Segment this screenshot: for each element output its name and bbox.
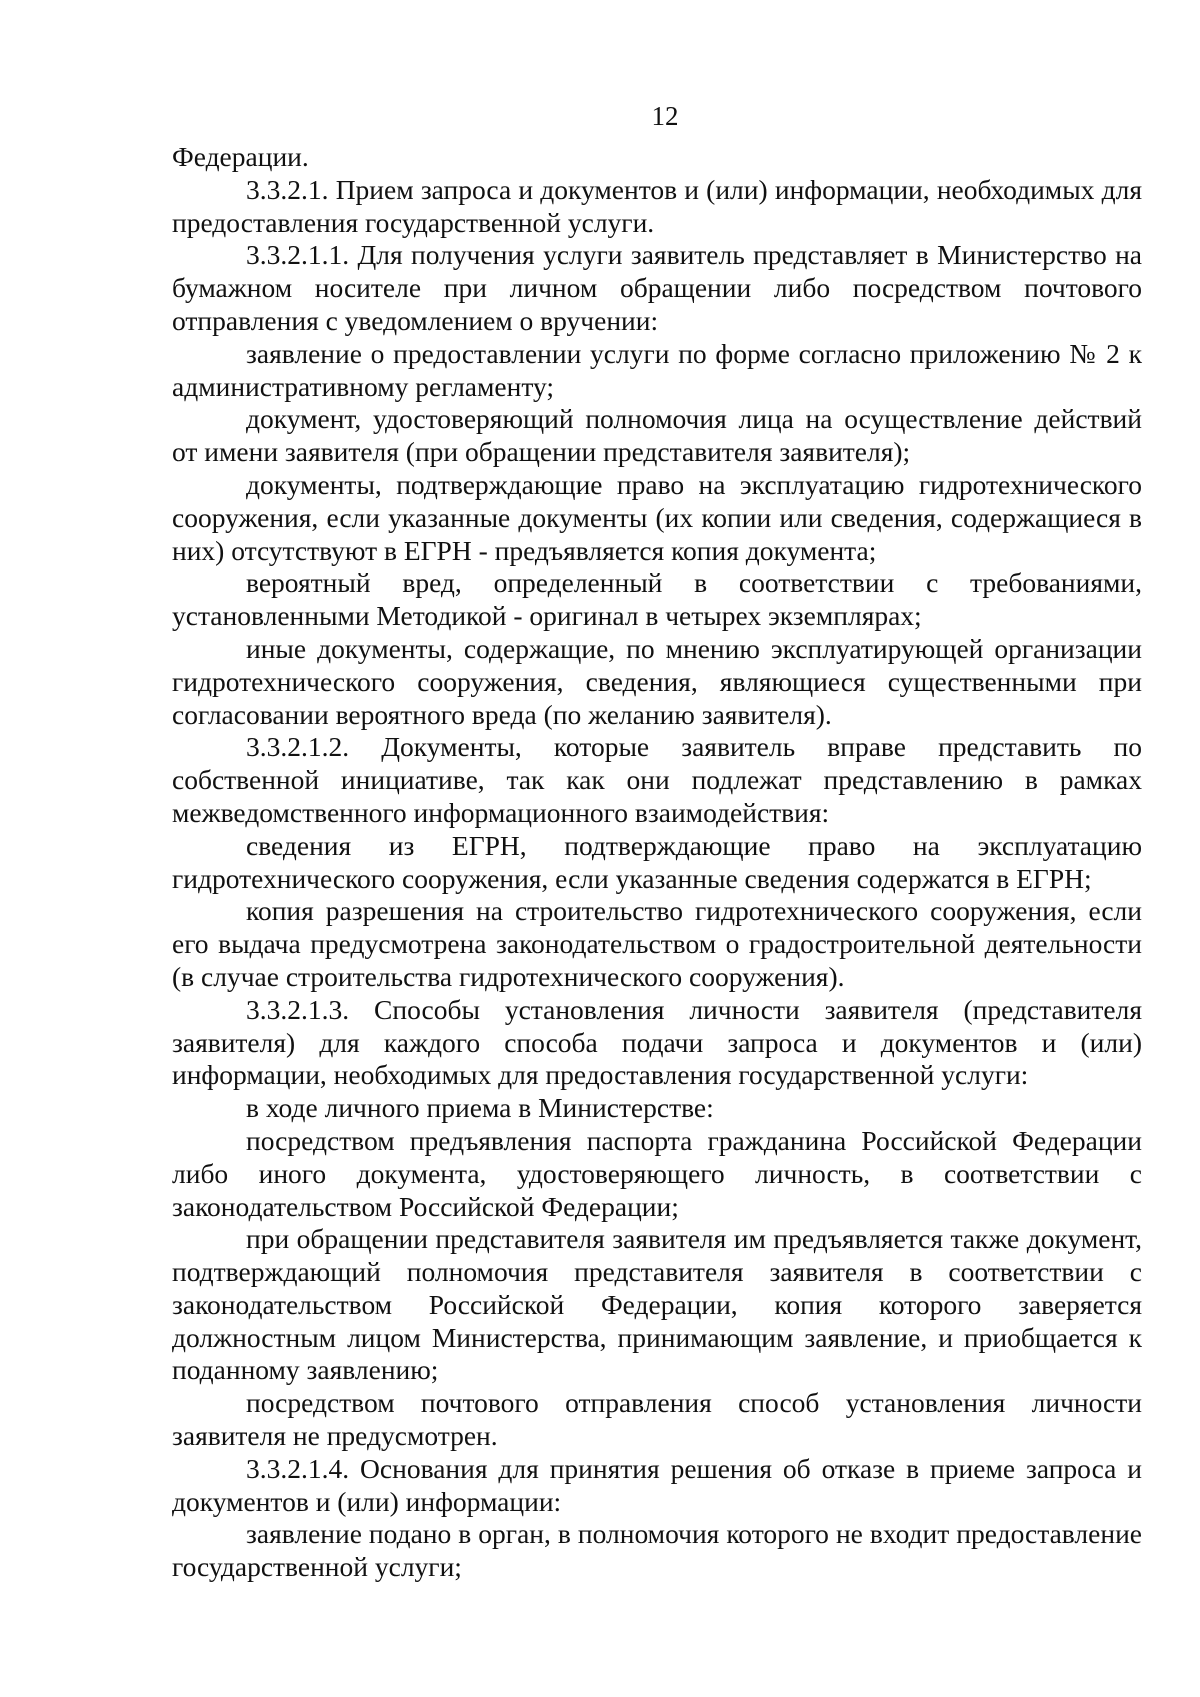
list-item-representative: при обращении представителя заявителя им предъявляется также документ, подтверждающий полномочия представителя заявителя в соответствии с законодательством Российской Федерации, копия которого заверяется должностным лицом Министерства, принимающим заявление, и приобщается к поданному заявлению; — [172, 1223, 1142, 1386]
list-item-other-documents: иные документы, содержащие, по мнению эксплуатирующей организации гидротехнического сооружения, сведения, являющиеся существенными при согласовании вероятного вреда (по желанию заявителя). — [172, 632, 1142, 730]
list-item-application: заявление о предоставлении услуги по форме согласно приложению № 2 к административному регламенту; — [172, 337, 1142, 402]
paragraph-continuation: Федерации. — [172, 141, 309, 172]
list-item-authority-document: документ, удостоверяющий полномочия лица на осуществление действий от имени заявителя (при обращении представителя заявителя); — [172, 403, 1142, 468]
paragraph-3-3-2-1-4: 3.3.2.1.4. Основания для принятия решения об отказе в приеме запроса и документов и (или) информации: — [172, 1452, 1142, 1517]
document-body — [172, 141, 1142, 1584]
list-item-wrong-authority: заявление подано в орган, в полномочия которого не входит предоставление государственной услуги; — [172, 1518, 1142, 1583]
list-item-passport: посредством предъявления паспорта гражданина Российской Федерации либо иного документа, удостоверяющего личность, в соответствии с законодательством Российской Федерации; — [172, 1124, 1142, 1222]
list-item-egrn-data: сведения из ЕГРН, подтверждающие право на эксплуатацию гидротехнического сооружения, если указанные сведения содержатся в ЕГРН; — [172, 829, 1142, 894]
page-number: 12 — [651, 101, 679, 131]
list-item-construction-permit: копия разрешения на строительство гидротехнического сооружения, если его выдача предусмотрена законодательством о градостроительной деятельности (в случае строительства гидротехнического сооружения). — [172, 895, 1142, 992]
paragraph-3-3-2-1: 3.3.2.1. Прием запроса и документов и (или) информации, необходимых для предоставления государственной услуги. — [172, 173, 1142, 238]
paragraph-3-3-2-1-1: 3.3.2.1.1. Для получения услуги заявитель представляет в Министерство на бумажном носителе при личном обращении либо посредством почтового отправления с уведомлением о вручении: — [172, 239, 1142, 336]
list-item-postal: посредством почтового отправления способ установления личности заявителя не предусмотрен. — [172, 1387, 1142, 1452]
list-item-personal-reception: в ходе личного приема в Министерстве: — [246, 1092, 714, 1124]
paragraph-3-3-2-1-3: 3.3.2.1.3. Способы установления личности заявителя (представителя заявителя) для каждого способа подачи запроса и документов и (или) информации, необходимых для предоставления государственной услуги: — [172, 993, 1142, 1091]
list-item-operation-rights: документы, подтверждающие право на эксплуатацию гидротехнического сооружения, если указанные документы (их копии или сведения, содержащиеся в них) отсутствуют в ЕГРН - предъявляется копия документа; — [172, 468, 1142, 566]
paragraph-3-3-2-1-2: 3.3.2.1.2. Документы, которые заявитель вправе представить по собственной инициативе, так как они подлежат представлению в рамках межведомственного информационного взаимодействия: — [172, 731, 1142, 828]
list-item-probable-harm: вероятный вред, определенный в соответствии с требованиями, установленными Методикой - оригинал в четырех экземплярах; — [172, 567, 1142, 632]
